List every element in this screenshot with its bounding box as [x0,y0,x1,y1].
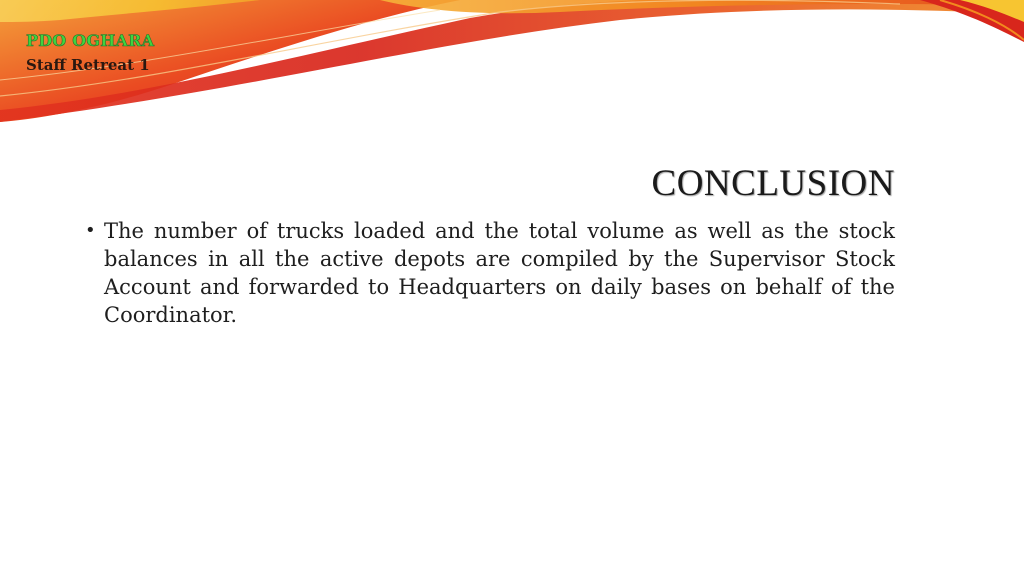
organization-name: PDO OGHARA [26,31,155,50]
bullet-list [83,217,895,329]
decorative-swoosh-banner [0,0,1024,140]
event-name: Staff Retreat 1 [26,56,150,74]
bullet-text: The number of trucks loaded and the total volume as well as the stock balances in all the active depots are compiled by the Supervisor Stock Account and forwarded to Headquarters on daily bases on behalf of the Coordinator. [104,219,895,327]
slide-title: CONCLUSION [651,163,895,204]
bullet-item [83,217,895,329]
bullet-marker: • [85,220,96,241]
